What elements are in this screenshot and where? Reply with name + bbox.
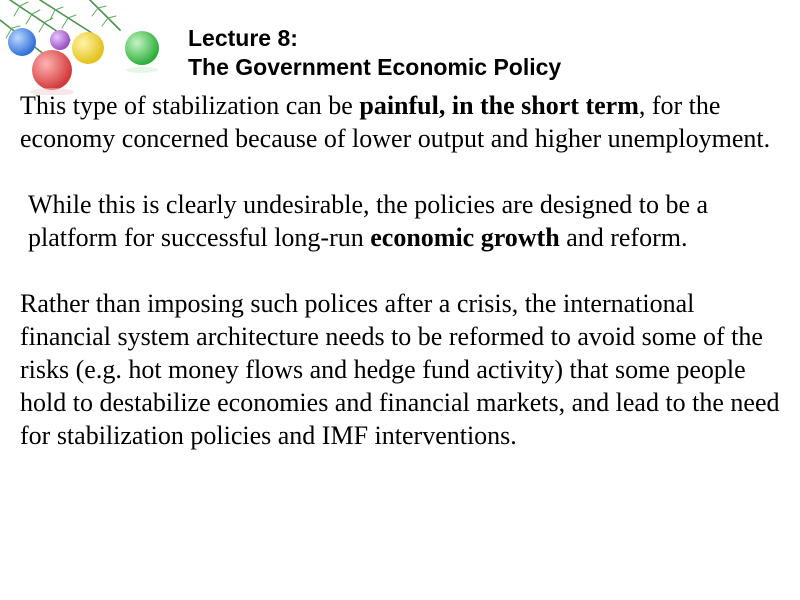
paragraph-2 [20,188,790,254]
paragraph-2-emphasis: economic growth [370,223,560,252]
christmas-ornaments-decoration [0,0,180,95]
paragraph-2-text-end: and reform. [559,223,688,252]
slide-title [188,24,561,82]
paragraph-2-text-start: While this is clearly undesirable, the policies are designed to be a platform for successful long-run [28,190,709,252]
paragraph-1-text-end: , for the economy concerned because of lower output and higher unemployment. [20,91,771,153]
paragraph-3: Rather than imposing such polices after a crisis, the international financial system architecture needs to be reformed to avoid some of the risks (e.g. hot money flows and hedge fund activity) that some people hold to destabilize economies and financial markets, and lead to the need for stabilization policies and IMF interventions. [20,289,780,450]
slide-body [20,89,790,452]
paragraph-1-emphasis: painful, in the short term [359,91,639,120]
paragraph-1 [20,89,790,155]
title-line-1: Lecture 8: [188,25,298,51]
paragraph-1-text-start: This type of stabilization can be [20,91,360,120]
title-line-2: The Government Economic Policy [188,54,562,80]
